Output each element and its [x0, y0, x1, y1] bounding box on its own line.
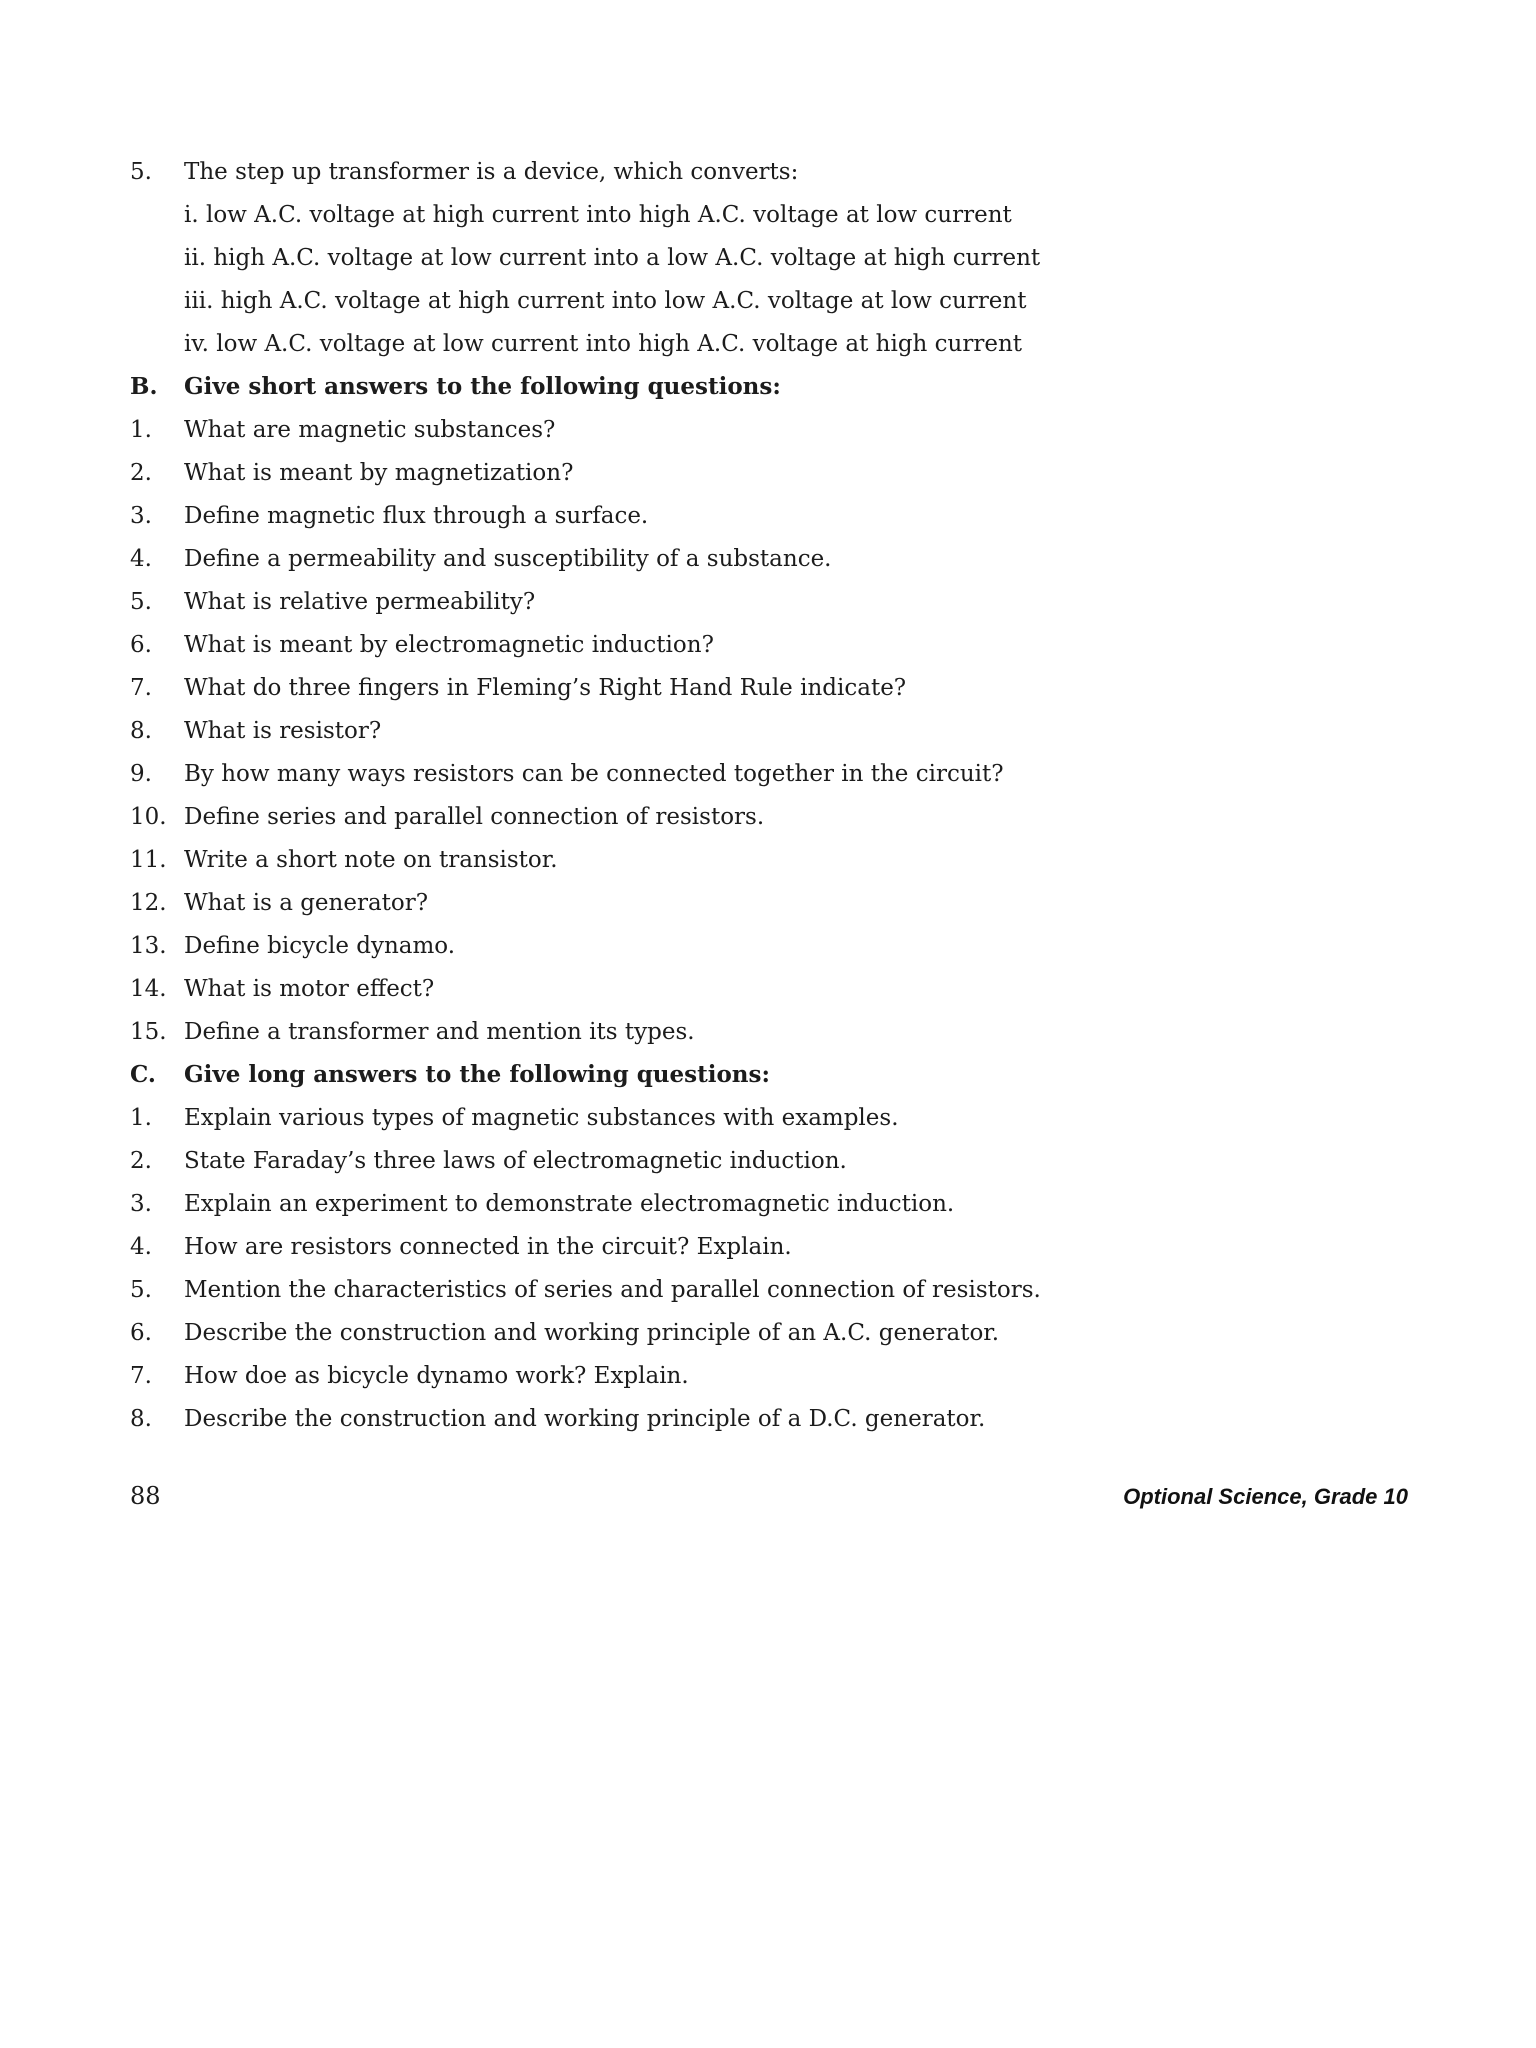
section-c-heading [130, 1061, 1416, 1089]
question-number: 8. [130, 718, 152, 744]
question-item [130, 459, 1416, 487]
question-item [130, 975, 1416, 1003]
question-item [130, 631, 1416, 659]
answer-option: ii. high A.C. voltage at low current into a low A.C. voltage at high current [184, 245, 1041, 271]
question-number: 12. [130, 890, 167, 916]
section-c-label: C. [130, 1061, 156, 1088]
question-item [130, 1319, 1416, 1347]
page-content [130, 158, 1416, 1448]
question-item [130, 416, 1416, 444]
question-text: Define series and parallel connection of resistors. [184, 804, 765, 830]
answer-option: iii. high A.C. voltage at high current into low A.C. voltage at low current [184, 288, 1027, 314]
question-item [130, 889, 1416, 917]
question-number: 1. [130, 417, 152, 443]
question-text: Write a short note on transistor. [184, 847, 558, 873]
question-text: What is a generator? [184, 890, 429, 916]
question-number: 3. [130, 503, 152, 529]
question-number: 3. [130, 1191, 152, 1217]
page-footer [130, 1482, 1408, 1510]
question-text: Define magnetic flux through a surface. [184, 503, 649, 529]
question-item [130, 158, 1416, 186]
question-text: Explain various types of magnetic substances with examples. [184, 1105, 899, 1131]
question-item [130, 588, 1416, 616]
question-text: State Faraday’s three laws of electromagnetic induction. [184, 1148, 847, 1174]
question-text: What is resistor? [184, 718, 382, 744]
question-text: What are magnetic substances? [184, 417, 556, 443]
question-number: 15. [130, 1019, 167, 1045]
question-number: 2. [130, 1148, 152, 1174]
question-item [130, 1190, 1416, 1218]
question-text: Define a permeability and susceptibility of a substance. [184, 546, 832, 572]
question-number: 11. [130, 847, 167, 873]
section-c-questions [130, 1104, 1416, 1433]
question-text: The step up transformer is a device, which converts: [184, 159, 799, 185]
section-b-title: Give short answers to the following questions: [184, 373, 781, 400]
question-item [130, 1104, 1416, 1132]
question-number: 7. [130, 675, 152, 701]
question-number: 8. [130, 1406, 152, 1432]
question-text: What do three fingers in Fleming’s Right Hand Rule indicate? [184, 675, 907, 701]
question-item [130, 502, 1416, 530]
question-number: 4. [130, 1234, 152, 1260]
question-item [130, 717, 1416, 745]
question-item [130, 1276, 1416, 1304]
question-item [130, 545, 1416, 573]
question-number: 9. [130, 761, 152, 787]
question-item [130, 803, 1416, 831]
page-number: 88 [130, 1482, 161, 1510]
question-item [130, 1405, 1416, 1433]
question-text: What is motor effect? [184, 976, 435, 1002]
question-number: 13. [130, 933, 167, 959]
question-item [130, 1233, 1416, 1261]
question-item [130, 932, 1416, 960]
question-number: 7. [130, 1363, 152, 1389]
answer-option: i. low A.C. voltage at high current into high A.C. voltage at low current [184, 202, 1012, 228]
question-item [130, 1362, 1416, 1390]
answer-option: iv. low A.C. voltage at low current into high A.C. voltage at high current [184, 331, 1023, 357]
question-text: How are resistors connected in the circuit? Explain. [184, 1234, 792, 1260]
section-b-heading [130, 373, 1416, 401]
question-text: Mention the characteristics of series and parallel connection of resistors. [184, 1277, 1041, 1303]
question-number: 2. [130, 460, 152, 486]
section-c-title: Give long answers to the following questions: [184, 1061, 770, 1088]
question-number: 5. [130, 1277, 152, 1303]
question-text: Describe the construction and working principle of a D.C. generator. [184, 1406, 986, 1432]
question-number: 4. [130, 546, 152, 572]
question-number: 5. [130, 589, 152, 615]
question-text: Explain an experiment to demonstrate electromagnetic induction. [184, 1191, 955, 1217]
question-item [130, 1018, 1416, 1046]
question-number: 10. [130, 804, 167, 830]
question-item [130, 760, 1416, 788]
question-item [130, 1147, 1416, 1175]
question-text: How doe as bicycle dynamo work? Explain. [184, 1363, 689, 1389]
question-number: 5. [130, 159, 152, 185]
question5-options [130, 201, 1416, 358]
question-number: 14. [130, 976, 167, 1002]
question-text: By how many ways resistors can be connected together in the circuit? [184, 761, 1004, 787]
question-text: What is meant by magnetization? [184, 460, 574, 486]
section-b-label: B. [130, 373, 158, 400]
question-number: 6. [130, 1320, 152, 1346]
book-title: Optional Science, Grade 10 [1123, 1484, 1408, 1509]
section-b-questions [130, 416, 1416, 1046]
question-number: 1. [130, 1105, 152, 1131]
question-item [130, 674, 1416, 702]
question-text: What is relative permeability? [184, 589, 536, 615]
question-text: Describe the construction and working principle of an A.C. generator. [184, 1320, 1000, 1346]
question-text: What is meant by electromagnetic induction? [184, 632, 714, 658]
question-text: Define a transformer and mention its types. [184, 1019, 695, 1045]
question-number: 6. [130, 632, 152, 658]
question-item [130, 846, 1416, 874]
question-text: Define bicycle dynamo. [184, 933, 456, 959]
